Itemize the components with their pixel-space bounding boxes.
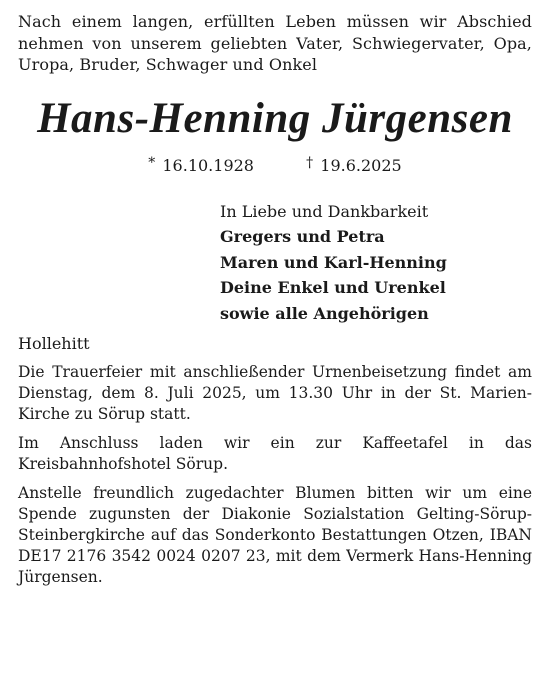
- reception-paragraph: Im Anschluss laden wir ein zur Kaffeetafel in das Kreisbahnhofshotel Sörup.: [18, 434, 532, 473]
- death-date: 19.6.2025: [320, 155, 402, 175]
- mourners-block: [220, 199, 532, 327]
- deceased-name: Hans-Henning Jürgensen: [37, 94, 513, 142]
- obituary-notice: [18, 0, 532, 674]
- life-dates: [18, 155, 532, 178]
- death-cross-icon: †: [306, 154, 314, 171]
- mourner-line: sowie alle Angehörigen: [220, 303, 429, 323]
- place-name: Hollehitt: [18, 334, 90, 353]
- funeral-info-paragraph: Die Trauerfeier mit anschließender Urnenbeisetzung findet am Dienstag, dem 8. Juli 2025, um 13.30 Uhr in der St. Marien-Kirche zu Sörup statt.: [18, 363, 532, 423]
- birth-star-icon: *: [148, 154, 156, 171]
- birth-date: 16.10.1928: [162, 155, 254, 175]
- donation-paragraph: Anstelle freundlich zugedachter Blumen bitten wir um eine Spende zugunsten der Diakonie Sozialstation Gelting-Sörup-Steinbergkirche auf das Sonderkonto Bestattungen Otzen, IBAN DE17 2176 3542 0024 0207 23, mit dem Vermerk Hans-Henning Jürgensen.: [18, 484, 532, 586]
- mourners-heading: In Liebe und Dankbarkeit: [220, 201, 429, 221]
- mourner-line: Maren und Karl-Henning: [220, 252, 447, 272]
- mourner-line: Deine Enkel und Urenkel: [220, 278, 446, 297]
- intro-text: Nach einem langen, erfüllten Leben müssen wir Abschied nehmen von unserem geliebten Vater, Schwiegervater, Opa, Uropa, Bruder, Schwager und Onkel: [18, 12, 532, 74]
- mourner-line: Gregers und Petra: [220, 227, 385, 246]
